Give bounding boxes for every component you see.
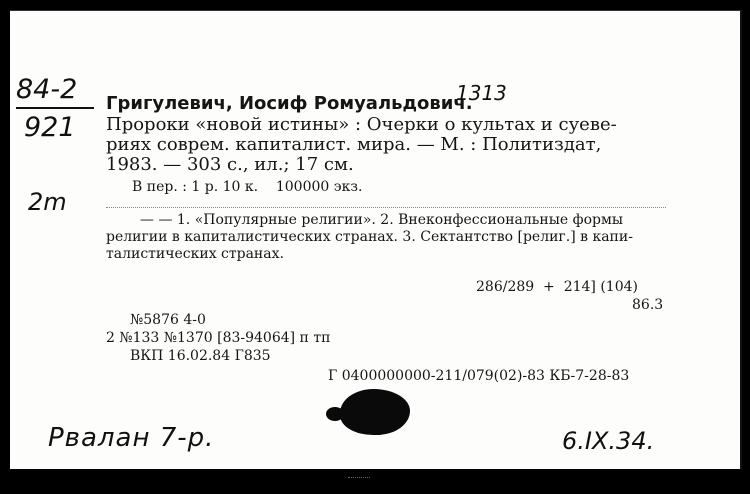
tech-line-3: ВКП 16.02.84 Г835 <box>130 348 271 364</box>
class-number-1: 286/289 + 214] (104) <box>476 279 638 295</box>
handwritten-mark: 2m <box>28 188 67 216</box>
bottom-dots <box>348 477 370 481</box>
catalog-card <box>10 10 742 469</box>
separator <box>106 207 666 208</box>
ink-blot <box>340 389 410 435</box>
title-line-3: 1983. — 303 с., ил.; 17 см. <box>106 154 354 175</box>
title-line-2: риях соврем. капиталист. мира. — М. : Политиздат, <box>106 134 602 155</box>
price-line: В пер. : 1 р. 10 к. 100000 экз. <box>132 179 363 195</box>
subject-line-1: — — 1. «Популярные религии». 2. Внеконфессиональные формы <box>140 212 623 228</box>
subject-line-3: талистических странах. <box>106 246 284 262</box>
call-number-bottom: 921 <box>24 112 76 143</box>
handwritten-date: 6.IX.34. <box>562 427 655 455</box>
handwritten-note-left: Pвалан 7-р. <box>48 423 215 453</box>
tech-line-2: 2 №133 №1370 [83-94064] п тп <box>106 330 331 346</box>
title-line-1: Пророки «новой истины» : Очерки о культах и суеве- <box>106 114 617 135</box>
code-line: Г 0400000000-211/079(02)-83 КБ-7-28-83 <box>328 368 630 384</box>
author-heading: Григулевич, Иосиф Ромуальдович. <box>106 93 473 114</box>
author-note: 1313 <box>456 81 507 105</box>
ink-blot-small <box>326 407 344 421</box>
call-number-top: 84-2 <box>16 74 78 105</box>
subject-line-2: религии в капиталистических странах. 3. Сектантство [религ.] в капи- <box>106 229 633 245</box>
call-number-divider <box>16 107 94 109</box>
tech-line-1: №5876 4-0 <box>130 312 206 328</box>
class-number-2: 86.3 <box>632 297 664 313</box>
